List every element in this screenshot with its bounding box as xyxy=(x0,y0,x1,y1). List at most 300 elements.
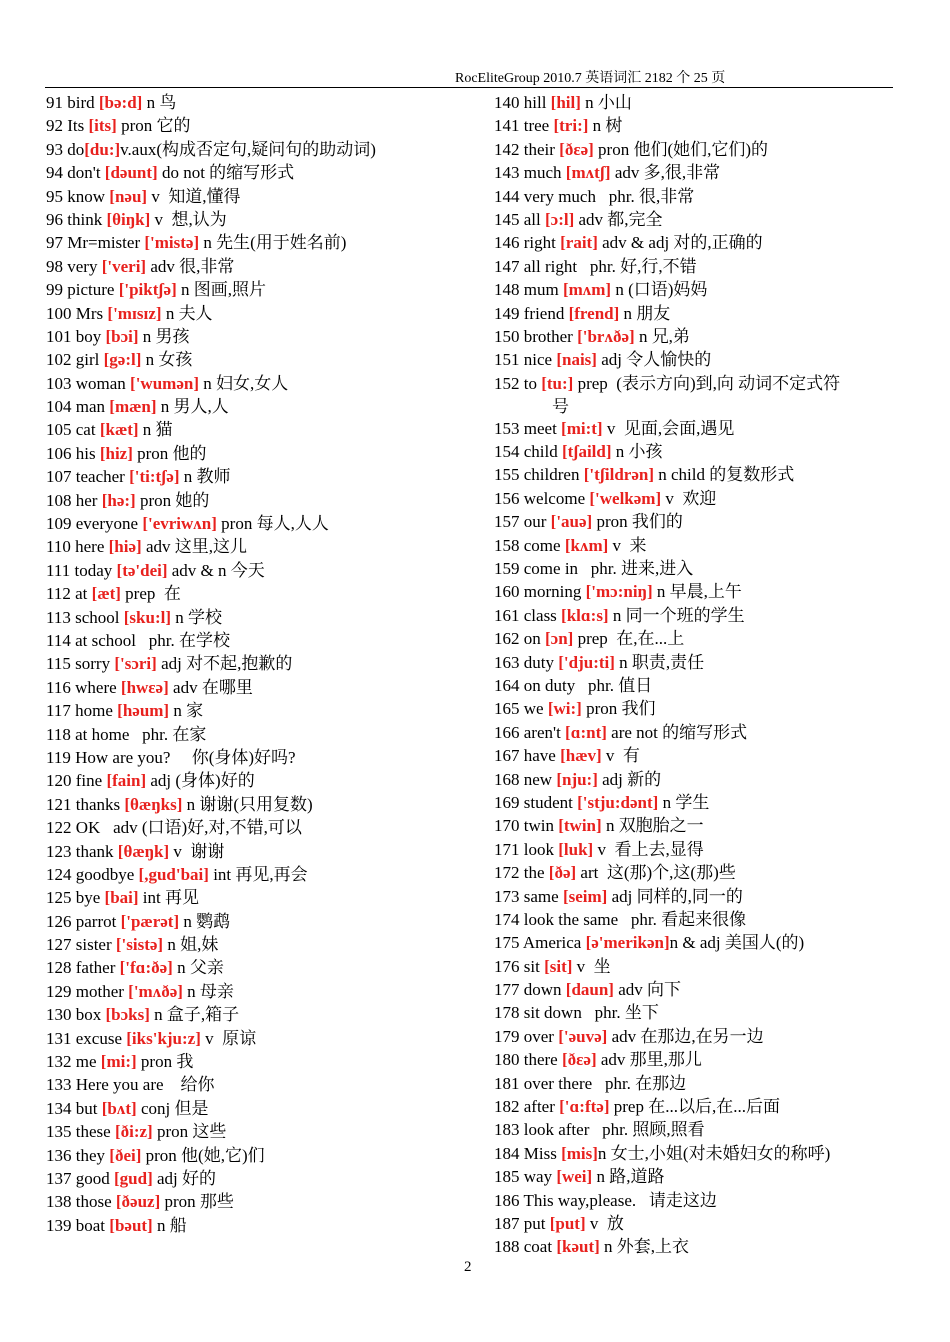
header-rule xyxy=(45,87,893,88)
entry-definition: n 女孩 xyxy=(145,350,193,370)
entry-number: 103 xyxy=(46,373,72,393)
entry-definition: phr. 在那边 xyxy=(596,1073,687,1093)
vocab-entry xyxy=(494,885,894,908)
vocab-entry xyxy=(46,910,486,933)
vocab-entry xyxy=(494,1118,894,1141)
entry-definition: 你(身体)好吗? xyxy=(174,747,296,767)
entry-definition: n 夫人 xyxy=(165,303,213,323)
entry-number: 177 xyxy=(494,980,520,1000)
vocab-entry xyxy=(494,1025,894,1048)
entry-word: very much xyxy=(523,186,596,206)
entry-word: me xyxy=(75,1052,97,1072)
entry-number: 143 xyxy=(494,163,520,183)
entry-number: 99 xyxy=(46,280,63,300)
entry-number: 149 xyxy=(494,303,520,323)
entry-word: his xyxy=(75,443,96,463)
entry-phonetic: [tʃaild] xyxy=(562,442,612,462)
entry-word: put xyxy=(523,1213,546,1233)
entry-phonetic: [sku:l] xyxy=(123,607,171,627)
entry-phonetic: [sit] xyxy=(544,956,573,976)
entry-word: school xyxy=(75,607,120,627)
entry-word: teacher xyxy=(75,467,125,487)
entry-phonetic: [mi:] xyxy=(100,1052,137,1072)
entry-phonetic: [ðei] xyxy=(109,1145,142,1165)
vocab-entry xyxy=(494,302,894,325)
entry-number: 182 xyxy=(494,1097,520,1117)
vocab-entry xyxy=(494,768,894,791)
entry-definition: n 小山 xyxy=(585,93,632,112)
entry-word: way xyxy=(523,1167,553,1187)
entry-word: look xyxy=(523,839,554,859)
vocab-entry xyxy=(494,278,894,301)
entry-phonetic: [ðεə] xyxy=(561,1050,597,1070)
entry-number: 144 xyxy=(494,186,520,206)
vocab-entry xyxy=(494,861,894,884)
entry-phonetic: [həum] xyxy=(117,701,170,721)
entry-phonetic: [ðə] xyxy=(548,863,577,883)
entry-number: 178 xyxy=(494,1003,520,1023)
vocab-entry xyxy=(46,582,486,605)
entry-number: 136 xyxy=(46,1145,72,1165)
entry-phonetic: [gə:l] xyxy=(103,350,142,370)
entry-number: 109 xyxy=(46,514,72,534)
entry-word: down xyxy=(523,980,562,1000)
vocab-entry xyxy=(494,417,894,440)
entry-word: their xyxy=(523,139,555,159)
vocab-entry xyxy=(46,278,486,301)
entry-word: look after xyxy=(523,1120,590,1140)
entry-definition: art 这(那)个,这(那)些 xyxy=(580,863,736,883)
entry-phonetic: [bə:d] xyxy=(98,93,143,112)
entry-number: 176 xyxy=(494,956,520,976)
entry-word: come xyxy=(523,535,561,555)
entry-definition: v 欢迎 xyxy=(665,488,717,508)
entry-phonetic: [hwεə] xyxy=(120,677,169,697)
entry-definition: phr. 好,行,不错 xyxy=(581,256,697,276)
entry-word: today xyxy=(74,560,113,580)
entry-phonetic: ['sɔri] xyxy=(114,654,157,674)
vocab-entry xyxy=(494,1142,894,1165)
entry-phonetic: [tu:] xyxy=(541,373,574,393)
entry-definition: v 看上去,显得 xyxy=(597,839,704,859)
vocab-entry xyxy=(494,534,894,557)
entry-number: 120 xyxy=(46,771,72,791)
entry-definition: n 船 xyxy=(156,1215,187,1235)
entry-word: new xyxy=(523,769,553,789)
entry-number: 169 xyxy=(494,792,520,812)
entry-phonetic: [ə'merikən] xyxy=(585,933,670,953)
entry-word: twin xyxy=(523,816,554,836)
entry-phonetic: ['evriwʌn] xyxy=(142,514,217,534)
entry-definition: pron 那些 xyxy=(164,1192,234,1212)
entry-word: have xyxy=(523,746,556,766)
entry-word: on duty xyxy=(523,675,576,695)
entry-word: but xyxy=(75,1098,98,1118)
entry-word: do xyxy=(67,139,85,159)
entry-word: hill xyxy=(523,93,547,112)
vocab-entry xyxy=(494,1189,894,1212)
vocab-entry xyxy=(46,208,486,231)
entry-number: 154 xyxy=(494,442,520,462)
entry-definition: n 路,道路 xyxy=(596,1167,665,1187)
entry-word: to xyxy=(523,373,537,393)
entry-number: 152 xyxy=(494,373,520,393)
entry-definition: v 见面,会面,遇见 xyxy=(606,418,735,438)
entry-word: This way,please. xyxy=(523,1190,637,1210)
entry-phonetic: [bʌt] xyxy=(101,1098,137,1118)
entry-phonetic: [hil] xyxy=(550,93,581,112)
entry-number: 162 xyxy=(494,629,520,649)
entry-phonetic: ['stju:dənt] xyxy=(577,792,659,812)
entry-number: 114 xyxy=(46,630,71,650)
entry-definition: phr. 在学校 xyxy=(140,630,231,650)
entry-phonetic: ['wumən] xyxy=(130,373,199,393)
entry-number: 102 xyxy=(46,350,72,370)
entry-definition: pron 他们(她们,它们)的 xyxy=(598,139,769,159)
entry-definition: n 早晨,上午 xyxy=(656,582,742,602)
entry-number: 96 xyxy=(46,209,63,229)
entry-definition: prep (表示方向)到,向 动词不定式符 xyxy=(577,373,841,393)
entry-word: look the same xyxy=(523,909,619,929)
entry-definition: n & adj 美国人(的) xyxy=(669,933,805,953)
entry-phonetic: [mʌm] xyxy=(562,280,612,300)
entry-word: boy xyxy=(75,326,102,346)
entry-definition: n 树 xyxy=(592,116,623,136)
entry-number: 111 xyxy=(46,560,71,580)
entry-phonetic: [bɔi] xyxy=(105,326,139,346)
entry-definition: adv 向下 xyxy=(618,980,682,1000)
vocab-entry xyxy=(46,302,486,325)
entry-phonetic: [wei] xyxy=(556,1167,593,1187)
vocab-entry xyxy=(494,91,894,114)
entry-number: 97 xyxy=(46,233,63,253)
vocab-entry xyxy=(46,1003,486,1026)
vocab-entry xyxy=(494,1001,894,1024)
entry-definition: prep 在,在...上 xyxy=(577,629,685,649)
entry-phonetic: [nais] xyxy=(556,350,597,370)
page-number: 2 xyxy=(464,1259,472,1275)
vocab-entry xyxy=(46,559,486,582)
vocab-entry xyxy=(494,744,894,767)
entry-definition: pron 我们 xyxy=(586,699,656,719)
entry-word: nice xyxy=(523,350,553,370)
entry-word: don't xyxy=(67,163,101,183)
entry-definition: n 母亲 xyxy=(187,981,234,1001)
entry-number: 139 xyxy=(46,1215,72,1235)
entry-phonetic: [bɔks] xyxy=(105,1005,150,1025)
entry-phonetic: ['veri] xyxy=(101,256,147,276)
entry-definition: n 妇女,女人 xyxy=(203,373,289,393)
entry-number: 117 xyxy=(46,701,71,721)
entry-phonetic: [tri:] xyxy=(553,116,589,136)
vocab-entry xyxy=(494,463,894,486)
vocab-entry xyxy=(494,627,894,650)
entry-definition: adv & n 今天 xyxy=(171,560,265,580)
entry-word: class xyxy=(523,605,557,625)
entry-definition: adj 对不起,抱歉的 xyxy=(161,654,293,674)
entry-phonetic: [bəut] xyxy=(109,1215,153,1235)
vocab-entry xyxy=(46,1144,486,1167)
vocab-entry xyxy=(46,840,486,863)
entry-word: very xyxy=(67,256,98,276)
vocab-entry xyxy=(494,348,894,371)
entry-word: our xyxy=(523,512,547,532)
entry-word: man xyxy=(75,397,106,417)
entry-number: 135 xyxy=(46,1122,72,1142)
entry-phonetic: [ɑ:nt] xyxy=(565,722,607,742)
vocab-entry xyxy=(46,863,486,886)
entry-word: where xyxy=(75,677,117,697)
entry-phonetic: [ði:z] xyxy=(114,1122,153,1142)
entry-phonetic: [seim] xyxy=(562,886,608,906)
vocab-entry xyxy=(46,348,486,371)
entry-number: 183 xyxy=(494,1120,520,1140)
vocab-entry xyxy=(494,978,894,1001)
entry-word: we xyxy=(523,699,544,719)
entry-number: 107 xyxy=(46,467,72,487)
entry-phonetic: [twin] xyxy=(558,816,602,836)
entry-number: 95 xyxy=(46,186,63,206)
entry-word: on xyxy=(523,629,541,649)
entry-word: bye xyxy=(75,888,101,908)
entry-number: 180 xyxy=(494,1050,520,1070)
entry-definition: n 家 xyxy=(173,701,204,721)
entry-phonetic: [hiə] xyxy=(108,537,142,557)
entry-number: 160 xyxy=(494,582,520,602)
entry-definition: v 原谅 xyxy=(205,1028,257,1048)
vocab-entry xyxy=(494,487,894,510)
entry-number: 131 xyxy=(46,1028,72,1048)
entry-phonetic: [ɔ:l] xyxy=(545,209,575,229)
entry-phonetic: ['sistə] xyxy=(115,935,164,955)
entry-word: fine xyxy=(75,771,103,791)
entry-definition: v 知道,懂得 xyxy=(151,186,241,206)
vocab-entry xyxy=(494,908,894,931)
entry-phonetic: [its] xyxy=(88,116,117,136)
entry-phonetic: ['ɑ:ftə] xyxy=(559,1097,610,1117)
vocab-entry xyxy=(494,580,894,603)
entry-word: father xyxy=(75,958,116,978)
entry-phonetic: [gud] xyxy=(114,1168,153,1188)
entry-definition: pron 这些 xyxy=(156,1122,227,1142)
vocab-entry xyxy=(494,1212,894,1235)
entry-definition: adv 这里,这儿 xyxy=(145,537,247,557)
vocab-entry xyxy=(494,557,894,580)
entry-phonetic: ['auə] xyxy=(550,512,593,532)
entry-number: 104 xyxy=(46,397,72,417)
entry-number: 142 xyxy=(494,139,520,159)
entry-phonetic: [θæŋks] xyxy=(124,794,183,814)
vocab-entry xyxy=(46,723,486,746)
entry-phonetic: ['pærət] xyxy=(120,911,180,931)
entry-number: 171 xyxy=(494,839,520,859)
entry-definition: n 学校 xyxy=(175,607,222,627)
entry-number: 172 xyxy=(494,863,520,883)
entry-number: 153 xyxy=(494,418,520,438)
vocab-entry xyxy=(46,465,486,488)
entry-phonetic: ['mistə] xyxy=(144,233,200,253)
vocab-entry xyxy=(46,325,486,348)
entry-number: 156 xyxy=(494,488,520,508)
vocab-entry xyxy=(46,1097,486,1120)
entry-definition: do not 的缩写形式 xyxy=(161,163,295,183)
entry-definition: n 先生(用于姓名前) xyxy=(203,233,347,253)
entry-number: 121 xyxy=(46,794,72,814)
vocab-entry xyxy=(46,1027,486,1050)
entry-number: 165 xyxy=(494,699,520,719)
entry-phonetic: [hə:] xyxy=(101,490,136,510)
entry-phonetic: [kəut] xyxy=(556,1237,600,1257)
entry-word: girl xyxy=(75,350,100,370)
entry-phonetic: [mi:t] xyxy=(561,418,603,438)
entry-phonetic: ['mɪsɪz] xyxy=(107,303,162,323)
entry-phonetic: ['dju:ti] xyxy=(558,652,615,672)
entry-phonetic: [kæt] xyxy=(99,420,139,440)
entry-phonetic: [iks'kju:z] xyxy=(126,1028,201,1048)
entry-number: 187 xyxy=(494,1213,520,1233)
entry-word: How are you? xyxy=(75,747,171,767)
entry-word: parrot xyxy=(75,911,117,931)
entry-number: 158 xyxy=(494,535,520,555)
entry-phonetic: [hiz] xyxy=(99,443,133,463)
entry-word: all xyxy=(523,209,541,229)
entry-word: think xyxy=(67,209,103,229)
entry-definition: adj 同样的,同一的 xyxy=(611,886,743,906)
vocab-entry xyxy=(46,442,486,465)
entry-phonetic: [luk] xyxy=(558,839,594,859)
entry-definition: n 谢谢(只用复数) xyxy=(186,794,313,814)
entry-definition: n 父亲 xyxy=(177,958,224,978)
entry-number: 170 xyxy=(494,816,520,836)
entry-phonetic: [fain] xyxy=(106,771,147,791)
entry-number: 119 xyxy=(46,747,71,767)
vocab-entry xyxy=(46,980,486,1003)
entry-phonetic: ['mʌðə] xyxy=(128,981,183,1001)
entry-phonetic: [frend] xyxy=(568,303,620,323)
entry-definition: adj 令人愉快的 xyxy=(601,350,712,370)
entry-number: 105 xyxy=(46,420,72,440)
vocab-entry xyxy=(46,255,486,278)
entry-word: mum xyxy=(523,280,559,300)
entry-number: 118 xyxy=(46,724,71,744)
entry-number: 132 xyxy=(46,1052,72,1072)
page-header: RocEliteGroup 2010.7 英语词汇 2182 个 25 页 xyxy=(455,71,726,86)
entry-definition: are not 的缩写形式 xyxy=(611,722,748,742)
entry-definition: 给你 xyxy=(167,1075,215,1095)
entry-definition: pron 她的 xyxy=(139,490,210,510)
entry-number: 163 xyxy=(494,652,520,672)
vocab-entry xyxy=(46,161,486,184)
entry-number: 115 xyxy=(46,654,71,674)
vocab-entry xyxy=(46,1167,486,1190)
entry-definition: adv 都,完全 xyxy=(578,209,663,229)
vocab-entry xyxy=(46,1073,486,1096)
entry-definition: n 职责,责任 xyxy=(619,652,705,672)
entry-word: sit down xyxy=(523,1003,582,1023)
entry-phonetic: ['mɔ:niŋ] xyxy=(585,582,653,602)
entry-number: 130 xyxy=(46,1005,72,1025)
entry-number: 161 xyxy=(494,605,520,625)
entry-number: 125 xyxy=(46,888,72,908)
entry-number: 159 xyxy=(494,559,520,579)
vocab-entry xyxy=(494,721,894,744)
entry-number: 181 xyxy=(494,1073,520,1093)
entry-phonetic: [mʌtʃ] xyxy=(565,163,611,183)
entry-word: friend xyxy=(523,303,565,323)
entry-word: America xyxy=(522,933,582,953)
entry-number: 128 xyxy=(46,958,72,978)
entry-definition: phr. 坐下 xyxy=(586,1003,659,1023)
entry-number: 166 xyxy=(494,722,520,742)
entry-word: cat xyxy=(75,420,96,440)
entry-number: 147 xyxy=(494,256,520,276)
entry-phonetic: [wi:] xyxy=(547,699,582,719)
entry-number: 146 xyxy=(494,233,520,253)
entry-definition: v.aux(构成否定句,疑问句的助动词) xyxy=(120,139,376,159)
entry-definition: n (口语)妈妈 xyxy=(615,280,708,300)
entry-word: at home xyxy=(75,724,130,744)
entry-word: these xyxy=(75,1122,111,1142)
entry-phonetic: [hæv] xyxy=(560,746,602,766)
entry-definition: v 谢谢 xyxy=(173,841,225,861)
entry-definition: pron 我们的 xyxy=(596,512,683,532)
entry-number: 127 xyxy=(46,935,72,955)
vocab-entry xyxy=(494,791,894,814)
entry-definition: adj 新的 xyxy=(602,769,662,789)
entry-definition: n 兄,弟 xyxy=(638,326,690,346)
vocab-entry xyxy=(46,418,486,441)
entry-word: those xyxy=(75,1192,112,1212)
entry-definition: n 同一个班的学生 xyxy=(612,605,745,625)
vocab-entry xyxy=(46,185,486,208)
entry-number: 100 xyxy=(46,303,72,323)
vocab-entry xyxy=(494,325,894,348)
entry-word: Here you are xyxy=(75,1075,164,1095)
vocab-entry xyxy=(46,1214,486,1237)
entry-definition: phr. 在家 xyxy=(133,724,207,744)
entry-word: box xyxy=(75,1005,102,1025)
entry-number: 186 xyxy=(494,1190,520,1210)
entry-word: thanks xyxy=(75,794,121,814)
entry-definition: adv 在那边,在另一边 xyxy=(611,1026,764,1046)
entry-definition: adv 在哪里 xyxy=(173,677,253,697)
vocab-entry xyxy=(46,956,486,979)
entry-definition: phr. 进来,进入 xyxy=(582,559,694,579)
entry-phonetic: [,gud'bai] xyxy=(138,864,209,884)
vocab-entry xyxy=(494,955,894,978)
vocab-entry xyxy=(494,697,894,720)
entry-definition: n child 的复数形式 xyxy=(658,465,795,485)
entry-number: 113 xyxy=(46,607,71,627)
entry-definition: v 想,认为 xyxy=(154,209,227,229)
vocab-entry xyxy=(46,489,486,512)
entry-definition: prep 在...以后,在...后面 xyxy=(613,1097,780,1117)
vocab-entry xyxy=(494,651,894,674)
entry-definition: n 女士,小姐(对未婚妇女的称呼) xyxy=(597,1143,831,1163)
entry-definition: v 有 xyxy=(605,746,640,766)
entry-phonetic: [daun] xyxy=(565,980,614,1000)
entry-number: 145 xyxy=(494,209,520,229)
entry-number: 151 xyxy=(494,350,520,370)
vocab-entry xyxy=(494,185,894,208)
entry-number: 110 xyxy=(46,537,71,557)
entry-word: children xyxy=(523,465,580,485)
entry-phonetic: [dəunt] xyxy=(104,163,158,183)
entry-word: right xyxy=(523,233,556,253)
vocab-entry xyxy=(494,1165,894,1188)
entry-number: 92 xyxy=(46,116,63,136)
entry-number: 126 xyxy=(46,911,72,931)
